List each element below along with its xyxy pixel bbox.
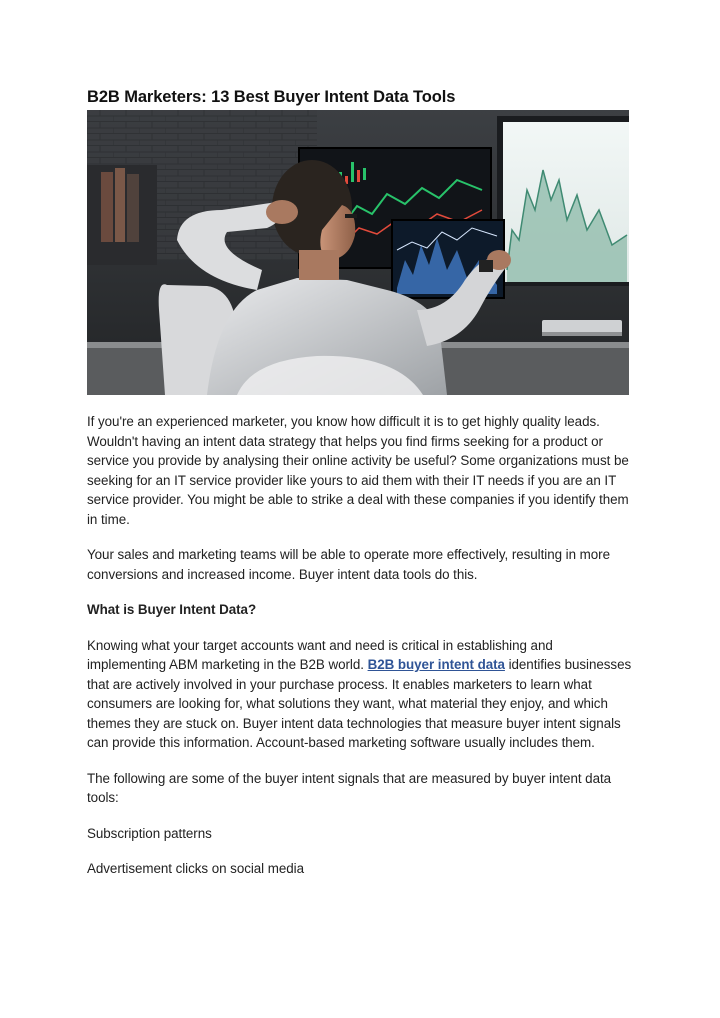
intro-paragraph: If you're an experienced marketer, you know how difficult it is to get highly quality leads. Wouldn't having an intent data strategy that helps you find firms seeking for a product or service you provide by analysing their online activity be useful? Some organizations must be seeking for an IT service provider like yours to aid them with their IT needs if you are an IT service provider. You might be able to strike a deal with these companies if you identify them in time. — [87, 414, 629, 527]
buyer-intent-data-link[interactable]: B2B buyer intent data — [367, 657, 505, 672]
signal-item: Subscription patterns — [87, 825, 212, 841]
section-heading: What is Buyer Intent Data? — [87, 602, 257, 617]
document-page — [87, 86, 635, 879]
signal-item: Advertisement clicks on social media — [87, 861, 305, 876]
document-title: B2B Marketers: 13 Best Buyer Intent Data Tools — [87, 88, 456, 106]
sales-paragraph: Your sales and marketing teams will be able to operate more effectively, resulting in more conversions and increased income. Buyer intent data tools do this. — [87, 547, 610, 582]
definition-text-end: identifies businesses that are actively involved in your purchase process. It enables marketers to learn what consumers are looking for, what solutions they want, what material they enjoy, and which themes they are stuck on. Buyer intent data technologies that measure buyer intent signals can provide this information. Account-based marketing software usually includes them. — [87, 657, 632, 750]
definition-paragraph — [87, 636, 635, 753]
signals-intro-paragraph: The following are some of the buyer intent signals that are measured by buyer intent data tools: — [87, 770, 612, 805]
definition-text-start: Knowing what your target accounts want and need is critical in establishing and implementing ABM marketing in the B2B world. — [87, 637, 553, 672]
hero-image — [87, 110, 629, 395]
